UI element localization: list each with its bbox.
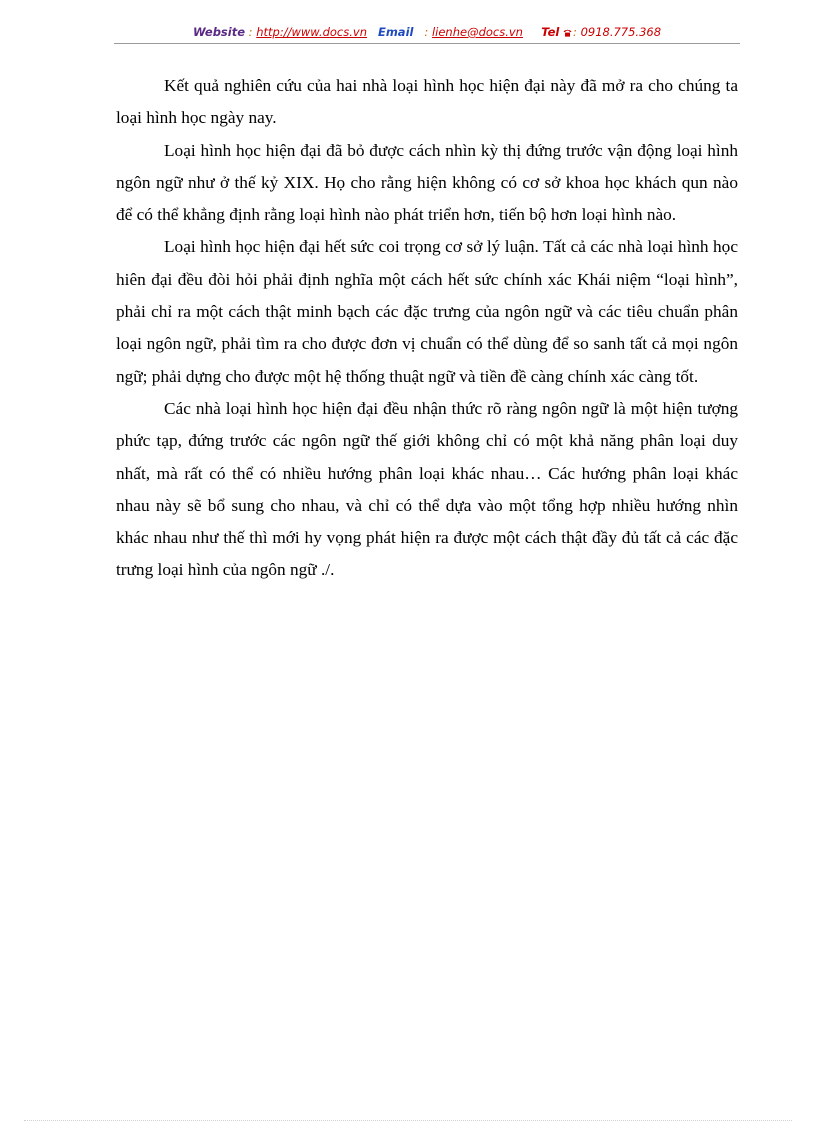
website-separator: : <box>245 25 257 39</box>
page-header <box>114 22 740 44</box>
paragraph: Kết quả nghiên cứu của hai nhà loại hình học hiện đại này đã mở ra cho chúng ta loại hình học ngày nay. <box>116 76 738 128</box>
tel-separator: : <box>573 25 581 39</box>
tel-label: Tel <box>541 25 560 39</box>
paragraph: Các nhà loại hình học hiện đại đều nhận thức rõ ràng ngôn ngữ là một hiện tượng phức tạp, đứng trước các ngôn ngữ thế giới không chỉ có một khả năng phân loại duy nhất, mà rất có thể có nhiều hướng phân loại khác nhau… Các hướng phân loại khác nhau này sẽ bổ sung cho nhau, và chỉ có thể dựa vào một tổng hợp nhiều hướng nhìn khác nhau như thế thì mới hy vọng phát hiện ra được một cách thật đầy đủ tất cả các đặc trưng loại hình của ngôn ngữ ./. <box>116 398 738 580</box>
telephone-icon <box>563 23 572 31</box>
page-bottom-rule <box>24 1120 792 1121</box>
website-link[interactable]: http://www.docs.vn <box>256 25 367 39</box>
email-link[interactable]: lienhe@docs.vn <box>431 25 523 39</box>
website-label: Website <box>192 25 246 39</box>
tel-number: 0918.775.368 <box>580 25 662 39</box>
email-separator: : <box>420 25 432 39</box>
paragraph: Loại hình học hiện đại đã bỏ được cách nhìn kỳ thị đứng trước vận động loại hình ngôn ngữ như ở thế kỷ XIX. Họ cho rằng hiện không có cơ sở khoa học khách qun nào để có thể khẳng định rằng loại hình nào phát triển hơn, tiến bộ hơn loại hình nào. <box>116 140 738 225</box>
paragraph: Loại hình học hiện đại hết sức coi trọng cơ sở lý luận. Tất cả các nhà loại hình học hiên đại đều đòi hỏi phải định nghĩa một cách hết sức chính xác Khái niệm “loại hình”, phải chỉ ra một cách thật minh bạch các đặc trưng của ngôn ngữ và các tiêu chuẩn phân loại ngôn ngữ, phải tìm ra cho được đơn vị chuẩn có thể dùng để so sanh tất cả mọi ngôn ngữ; phải dựng cho được một hệ thống thuật ngữ và tiền đề càng chính xác càng tốt. <box>116 237 738 386</box>
email-label: Email <box>377 25 414 39</box>
document-body <box>116 70 738 587</box>
